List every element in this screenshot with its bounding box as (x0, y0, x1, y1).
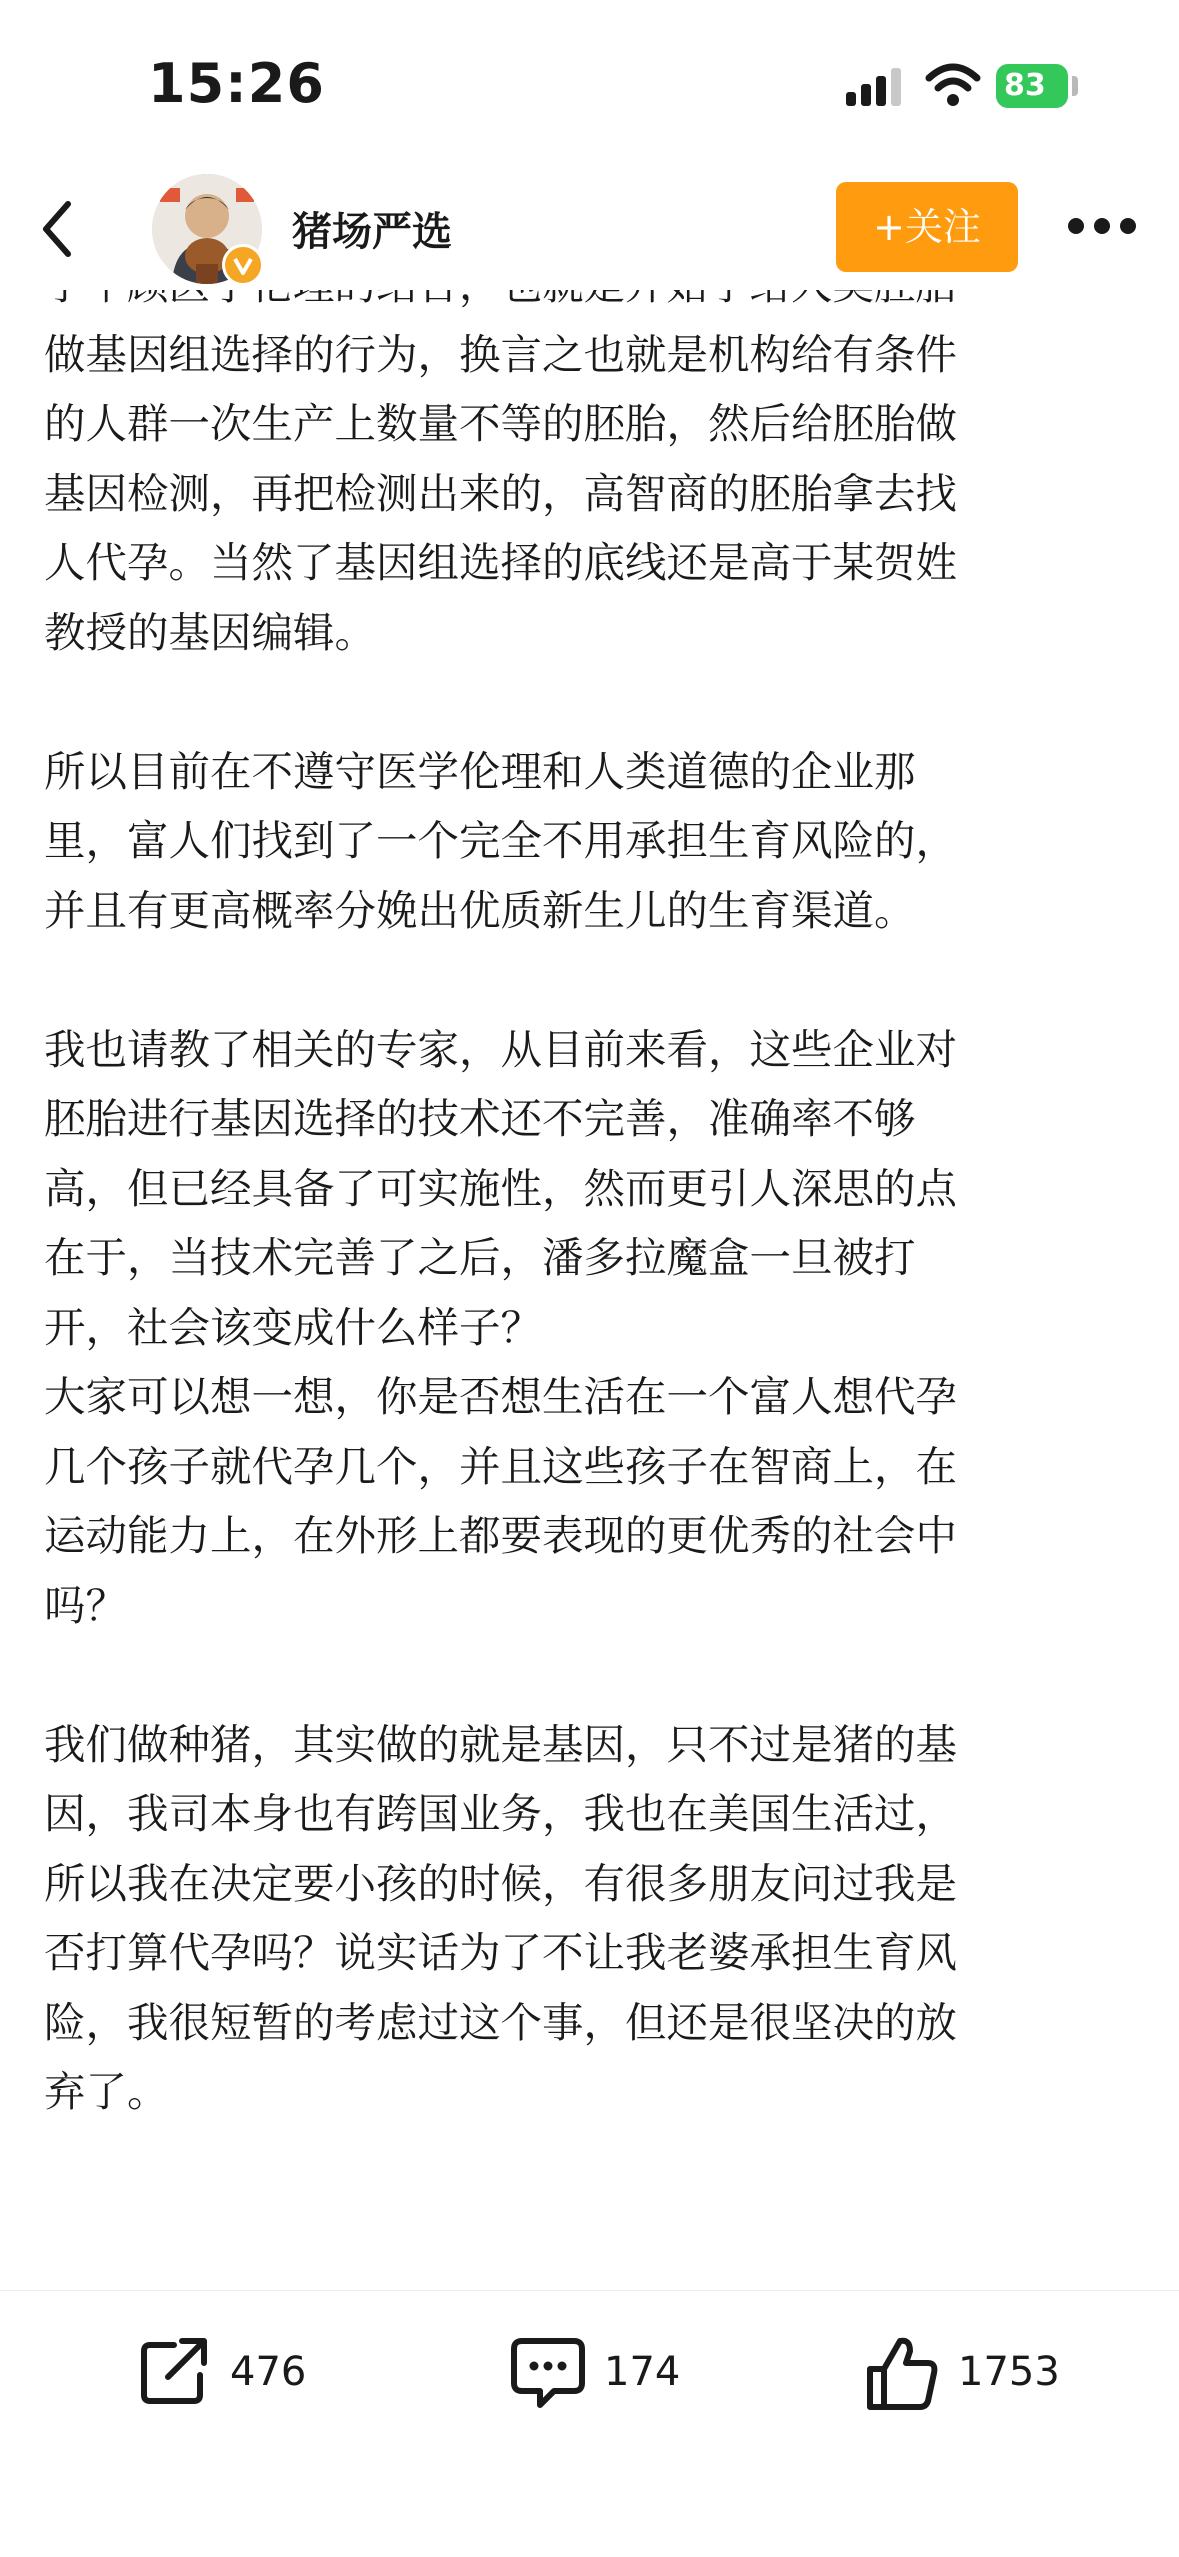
article-line: 几个孩子就代孕几个，并且这些孩子在智商上，在 (44, 1441, 958, 1491)
back-arrow-icon[interactable] (30, 194, 90, 264)
article-line: 高，但已经具备了可实施性，然而更引人深思的点 (44, 1163, 958, 1213)
article-line: 并且有更高概率分娩出优质新生儿的生育渠道。 (44, 885, 916, 935)
comment-icon (508, 2331, 588, 2415)
share-count: 476 (230, 2349, 307, 2395)
article-line: 胚胎进行基因选择的技术还不完善，准确率不够 (44, 1094, 916, 1143)
article-line: 险，我很短暂的考虑过这个事，但还是很坚决的放 (44, 1997, 958, 2047)
share-button[interactable] (134, 2331, 314, 2421)
article-line: 否打算代孕吗？说实话为了不让我老婆承担生育风 (44, 1928, 958, 1977)
article-line: 弃了。 (44, 2067, 169, 2116)
article-line: 所以目前在不遵守医学伦理和人类道德的企业那 (44, 746, 916, 796)
article-line: 的人群一次生产上数量不等的胚胎，然后给胚胎做 (44, 399, 958, 448)
battery-cap (1072, 76, 1078, 96)
like-count: 1753 (958, 2349, 1060, 2395)
comment-count: 174 (604, 2349, 681, 2395)
article-line: 大家可以想一想，你是否想生活在一个富人想代孕 (44, 1372, 958, 1421)
follow-button[interactable]: +关注 (836, 182, 1018, 272)
article-line: 做基因组选择的行为，换言之也就是机构给有条件 (44, 329, 958, 379)
verified-badge-icon (222, 244, 264, 286)
more-options-icon[interactable] (1068, 218, 1138, 238)
comment-button[interactable] (508, 2331, 688, 2421)
thumbs-up-icon (862, 2331, 942, 2415)
signal-icon (846, 68, 904, 106)
article-body (0, 250, 1179, 2290)
article-line: 人代孕。当然了基因组选择的底线还是高于某贺姓 (44, 538, 958, 587)
like-button[interactable] (862, 2331, 1072, 2421)
article-line: 我们做种猪，其实做的就是基因，只不过是猪的基 (44, 1719, 958, 1769)
article-line: 里，富人们找到了一个完全不用承担生育风险的， (44, 816, 958, 865)
article-line: 因，我司本身也有跨国业务，我也在美国生活过， (44, 1789, 958, 1838)
status-bar (0, 0, 1179, 170)
article-line: 基因检测，再把检测出来的，高智商的胚胎拿去找 (44, 468, 958, 518)
article-line: 运动能力上，在外形上都要表现的更优秀的社会中 (44, 1511, 958, 1560)
wifi-icon (925, 62, 981, 108)
article-line: 教授的基因编辑。 (44, 607, 377, 657)
paragraph-gap (44, 945, 1144, 1015)
article-line: 吗？ (44, 1580, 128, 1630)
username[interactable]: 猪场严选 (292, 209, 452, 255)
article-text (44, 250, 1144, 2127)
article-line: 在于，当技术完善了之后，潘多拉魔盒一旦被打 (44, 1233, 916, 1282)
battery-icon (996, 64, 1068, 108)
paragraph-gap (44, 1640, 1144, 1710)
article-line: 开，社会该变成什么样子？ (44, 1302, 543, 1352)
paragraph-gap (44, 667, 1144, 737)
bottom-action-bar (0, 2290, 1179, 2557)
status-time: 15:26 (148, 52, 325, 115)
battery-level: 83 (1004, 68, 1046, 103)
article-line: 我也请教了相关的专家，从目前来看，这些企业对 (44, 1024, 958, 1074)
nav-bar (0, 170, 1179, 290)
article-line: 所以我在决定要小孩的时候，有很多朋友问过我是 (44, 1858, 958, 1908)
share-icon (134, 2331, 214, 2411)
